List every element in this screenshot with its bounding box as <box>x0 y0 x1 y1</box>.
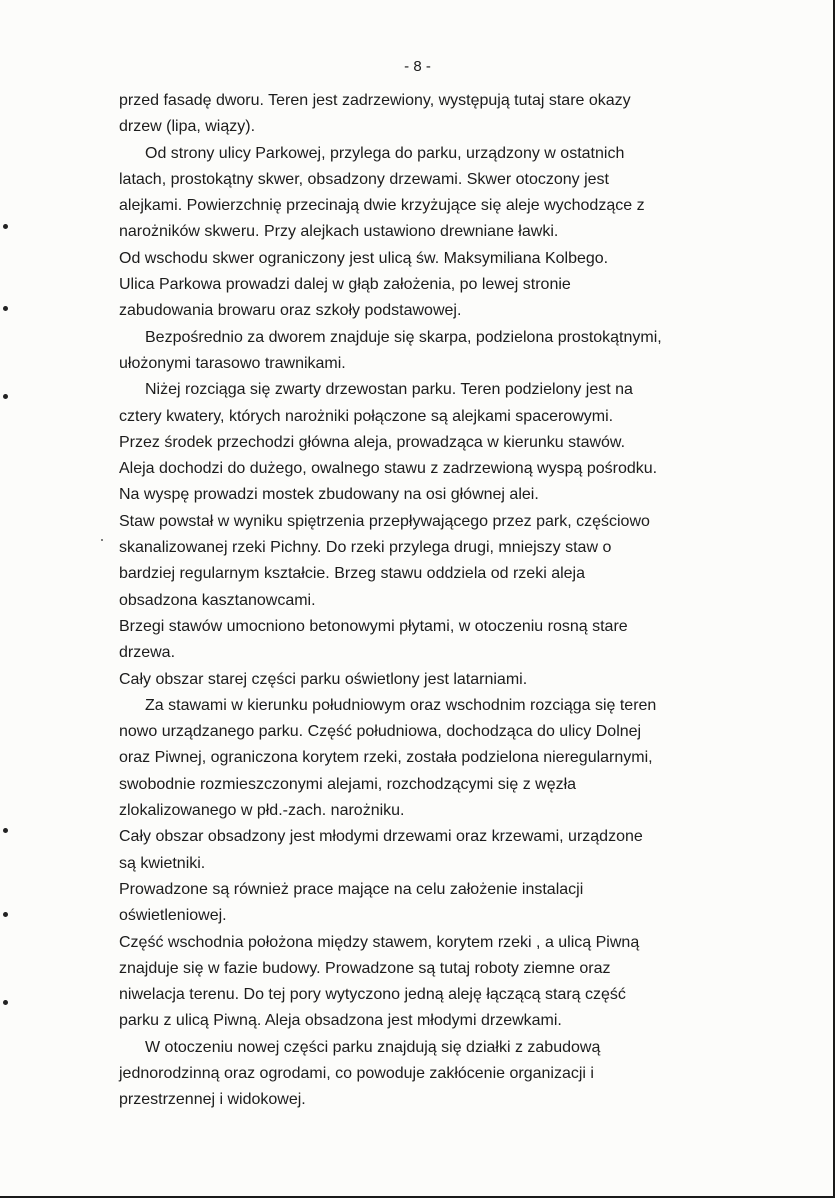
text-line: drzew (lipa, wiązy). <box>119 118 256 136</box>
text-line: przestrzennej i widokowej. <box>119 1091 306 1109</box>
text-line: parku z ulicą Piwną. Aleja obsadzona jest młodymi drzewkami. <box>119 1012 562 1030</box>
text-line: Bezpośrednio za dworem znajduje się skarpa, podzielona prostokątnymi, <box>145 328 662 346</box>
text-line: W otoczeniu nowej części parku znajdują się działki z zabudową <box>145 1038 601 1056</box>
punch-hole-mark <box>3 912 8 917</box>
punch-hole-mark <box>3 224 8 229</box>
text-line: Prowadzone są również prace mające na celu założenie instalacji <box>119 880 584 898</box>
text-line: Od strony ulicy Parkowej, przylega do parku, urządzony w ostatnich <box>145 144 625 162</box>
text-line: oraz Piwnej, ograniczona korytem rzeki, została podzielona nieregularnymi, <box>119 749 653 767</box>
punch-hole-mark <box>3 1000 8 1005</box>
text-line: cztery kwatery, których narożniki połączone są alejkami spacerowymi. <box>119 407 614 425</box>
text-line: swobodnie rozmieszczonymi alejami, rozchodzącymi się z węzła <box>119 775 577 793</box>
text-line: Ulica Parkowa prowadzi dalej w głąb założenia, po lewej stronie <box>119 276 571 294</box>
text-line: alejkami. Powierzchnię przecinają dwie krzyżujące się aleje wychodzące z <box>119 197 645 215</box>
scan-speck <box>101 539 103 541</box>
page-number: - 8 - <box>404 58 431 75</box>
punch-hole-mark <box>3 306 8 311</box>
text-line: Aleja dochodzi do dużego, owalnego stawu z zadrzewioną wyspą pośrodku. <box>119 460 658 478</box>
body-text <box>119 88 739 1114</box>
text-line: nowo urządzanego parku. Część południowa, dochodząca do ulicy Dolnej <box>119 723 642 741</box>
text-line: Cały obszar starej części parku oświetlony jest latarniami. <box>119 670 528 688</box>
text-line: Niżej rozciąga się zwarty drzewostan parku. Teren podzielony jest na <box>145 381 633 399</box>
text-line: jednorodzinną oraz ogrodami, co powoduje zakłócenie organizacji i <box>119 1064 594 1082</box>
text-line: są kwietniki. <box>119 854 206 872</box>
text-line: Przez środek przechodzi główna aleja, prowadząca w kierunku stawów. <box>119 433 626 451</box>
text-line: znajduje się w fazie budowy. Prowadzone są tutaj roboty ziemne oraz <box>119 959 611 977</box>
text-line: przed fasadę dworu. Teren jest zadrzewiony, występują tutaj stare okazy <box>119 92 631 109</box>
punch-hole-mark <box>3 828 8 833</box>
punch-hole-mark <box>3 394 8 399</box>
text-line: Od wschodu skwer ograniczony jest ulicą św. Maksymiliana Kolbego. <box>119 249 609 267</box>
text-line: ułożonymi tarasowo trawnikami. <box>119 354 346 372</box>
text-line: niwelacja terenu. Do tej pory wytyczono jedną aleję łączącą starą część <box>119 986 626 1004</box>
text-line: oświetleniowej. <box>119 907 227 925</box>
text-line: narożników skweru. Przy alejkach ustawiono drewniane ławki. <box>119 223 559 241</box>
text-line: Cały obszar obsadzony jest młodymi drzewami oraz krzewami, urządzone <box>119 828 643 846</box>
text-line: Część wschodnia położona między stawem, korytem rzeki , a ulicą Piwną <box>119 933 640 951</box>
text-line: zabudowania browaru oraz szkoły podstawowej. <box>119 302 462 320</box>
text-line: drzewa. <box>119 644 176 662</box>
text-line: Na wyspę prowadzi mostek zbudowany na osi głównej alei. <box>119 486 539 504</box>
text-line: Za stawami w kierunku południowym oraz wschodnim rozciąga się teren <box>145 696 657 714</box>
text-line: obsadzona kasztanowcami. <box>119 591 316 609</box>
text-line: skanalizowanej rzeki Pichny. Do rzeki przylega drugi, mniejszy staw o <box>119 539 612 557</box>
text-line: Brzegi stawów umocniono betonowymi płytami, w otoczeniu rosną stare <box>119 617 628 635</box>
text-line: latach, prostokątny skwer, obsadzony drzewami. Skwer otoczony jest <box>119 170 609 188</box>
text-line: Staw powstał w wyniku spiętrzenia przepływającego przez park, częściowo <box>119 512 650 530</box>
text-line: zlokalizowanego w płd.-zach. narożniku. <box>119 802 405 820</box>
text-line: bardziej regularnym kształcie. Brzeg stawu oddziela od rzeki aleja <box>119 565 585 583</box>
